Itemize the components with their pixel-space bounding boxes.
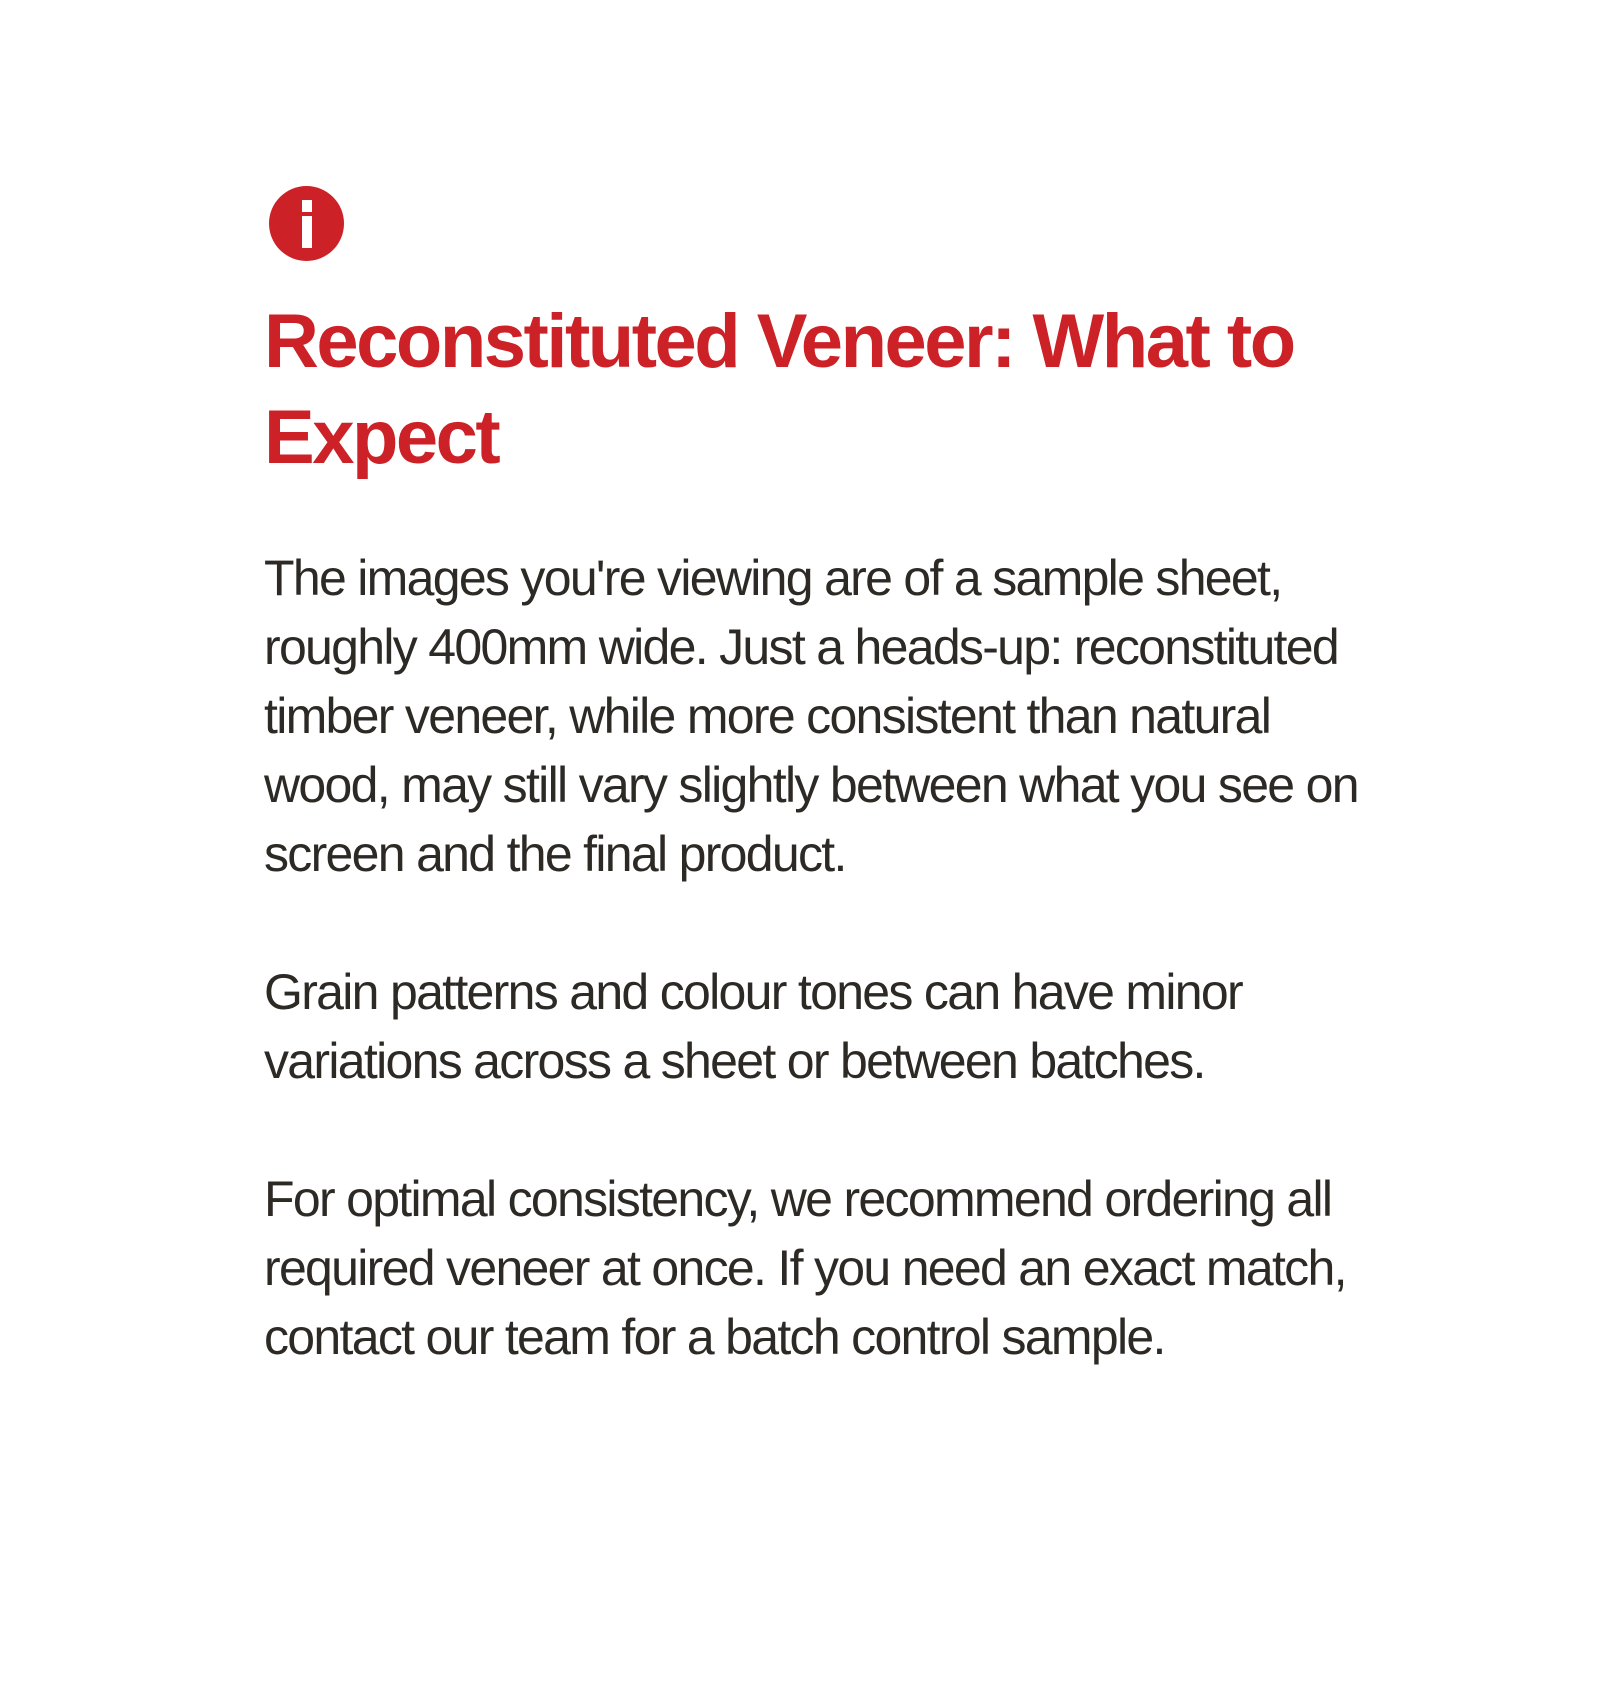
info-icon-stem [302,216,312,248]
paragraph-grain-variations: Grain patterns and colour tones can have minor variations across a sheet or between batches. [264,964,1242,1089]
info-icon [269,186,344,261]
info-icon-dot [302,200,312,212]
paragraph-sample-sheet: The images you're viewing are of a sample sheet, roughly 400mm wide. Just a heads-up: reconstituted timber veneer, while more consistent than natural wood, may still vary slightly between what you see on screen and the final product. [264,550,1358,882]
paragraph-ordering-advice: For optimal consistency, we recommend ordering all required veneer at once. If you need an exact match, contact our team for a batch control sample. [264,1171,1346,1365]
section-title: Reconstituted Veneer: What to Expect [264,299,1294,480]
